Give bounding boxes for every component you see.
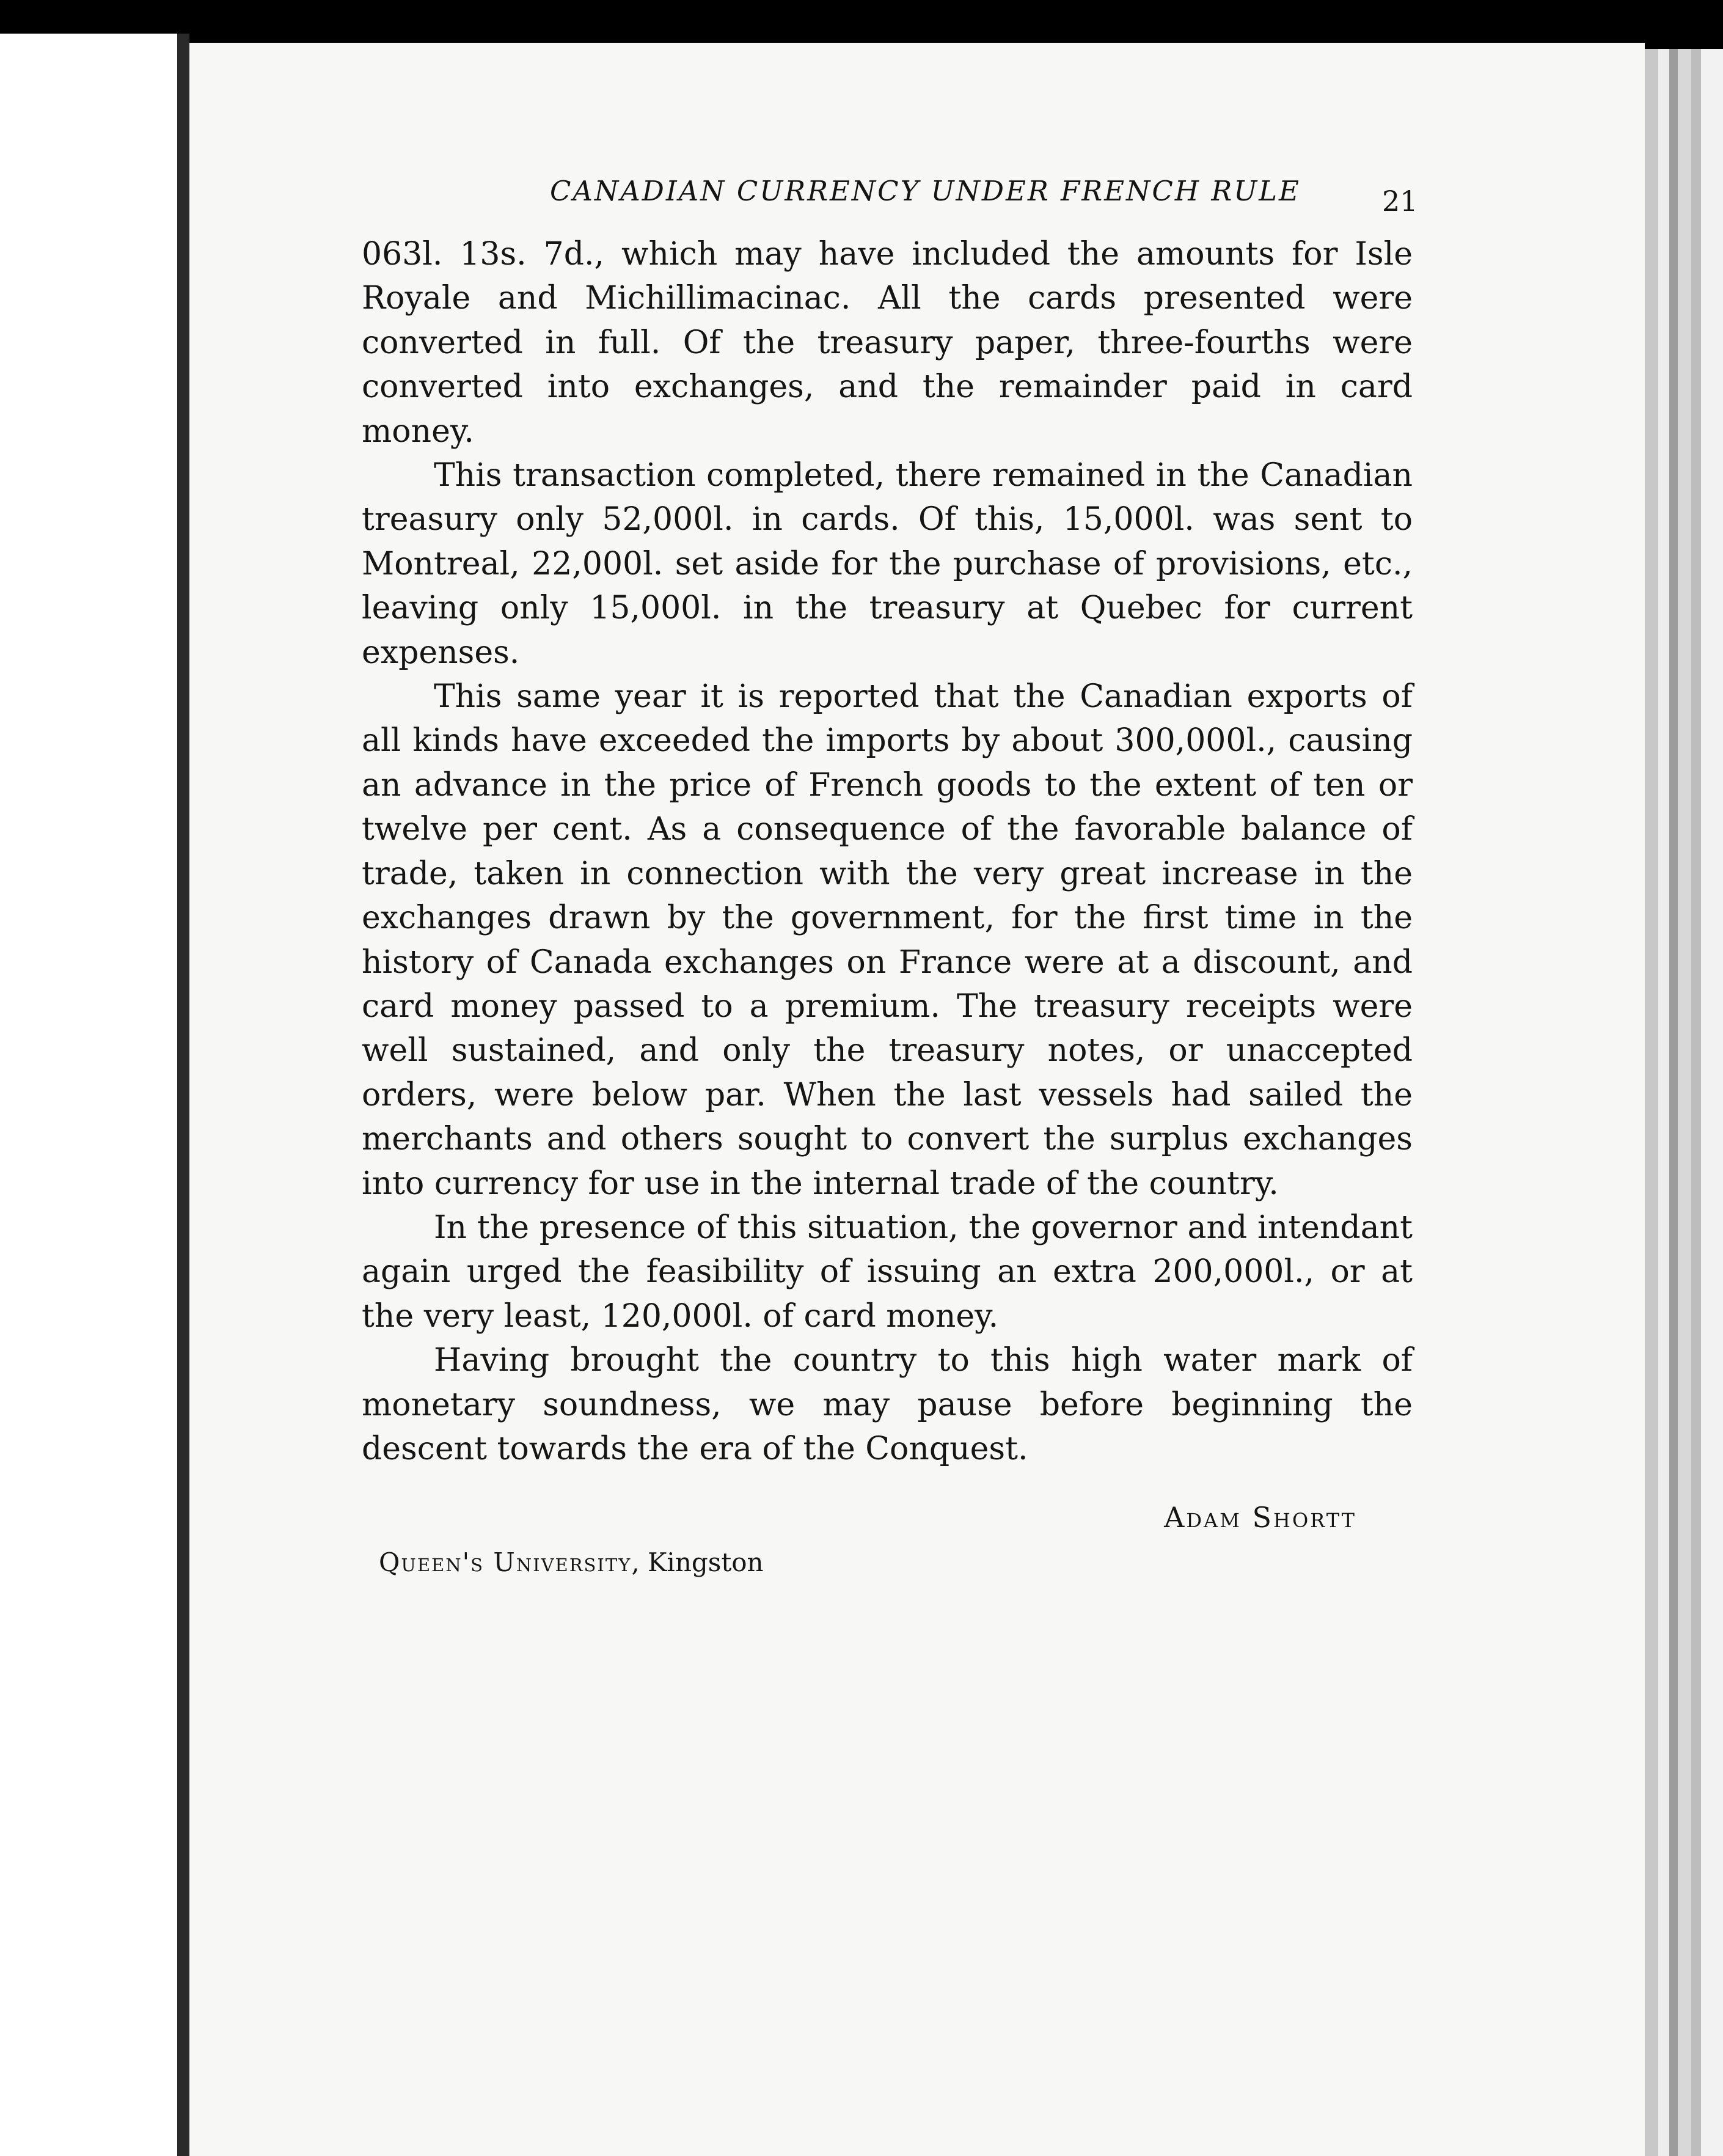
page-edge bbox=[1691, 49, 1701, 2156]
page-number: 21 bbox=[1382, 185, 1418, 218]
paragraph: This same year it is reported that the Canadian exports of all kinds have exceeded the imports by about 300,000l., causing an advance in the price of French goods to the extent of ten or twelve per cent. As a consequence of the favorable balance of trade, taken in connection with the very great increase in the exchanges drawn by the government, for the first time in the history of Canada exchanges on France were at a discount, and card money passed to a premium. The treasury receipts were well sustained, and only the treasury notes, or unaccepted orders, were below par. When the last vessels had sailed the merchants and others sought to convert the surplus exchanges into currency for use in the internal trade of the country. bbox=[362, 678, 1413, 1202]
paragraph: Having brought the country to this high water mark of monetary soundness, we may pause before beginning the descent towards the era of the Conquest. bbox=[362, 1342, 1413, 1467]
paragraph: In the presence of this situation, the governor and intendant again urged the feasibility of issuing an extra 200,000l., or at the very least, 120,000l. of card money. bbox=[362, 1209, 1413, 1335]
page-edge bbox=[1701, 49, 1723, 2156]
page-edge bbox=[1645, 49, 1658, 2156]
author-affiliation bbox=[379, 1547, 764, 1577]
author-signature: Adam Shortt bbox=[1164, 1501, 1356, 1534]
page-edge bbox=[1678, 49, 1691, 2156]
body-text bbox=[362, 232, 1413, 1471]
institution-name: Queen's University bbox=[379, 1547, 632, 1577]
page-edge bbox=[1669, 49, 1678, 2156]
institution-location: , Kingston bbox=[631, 1547, 764, 1577]
book-spine-gutter bbox=[177, 34, 189, 2156]
running-header: CANADIAN CURRENCY UNDER FRENCH RULE bbox=[550, 175, 1301, 207]
paragraph: 063l. 13s. 7d., which may have included the amounts for Isle Royale and Michillimacinac. All the cards presented were converted in full. Of the treasury paper, three-fourths were converted into exchanges, and the remainder paid in card money. bbox=[362, 236, 1413, 450]
paragraph: This transaction completed, there remained in the Canadian treasury only 52,000l. in cards. Of this, 15,000l. was sent to Montreal, 22,000l. set aside for the purchase of provisions, etc., leaving only 15,000l. in the treasury at Quebec for current expenses. bbox=[362, 457, 1413, 671]
page-edge bbox=[1658, 49, 1669, 2156]
facing-page-margin bbox=[0, 34, 177, 2156]
